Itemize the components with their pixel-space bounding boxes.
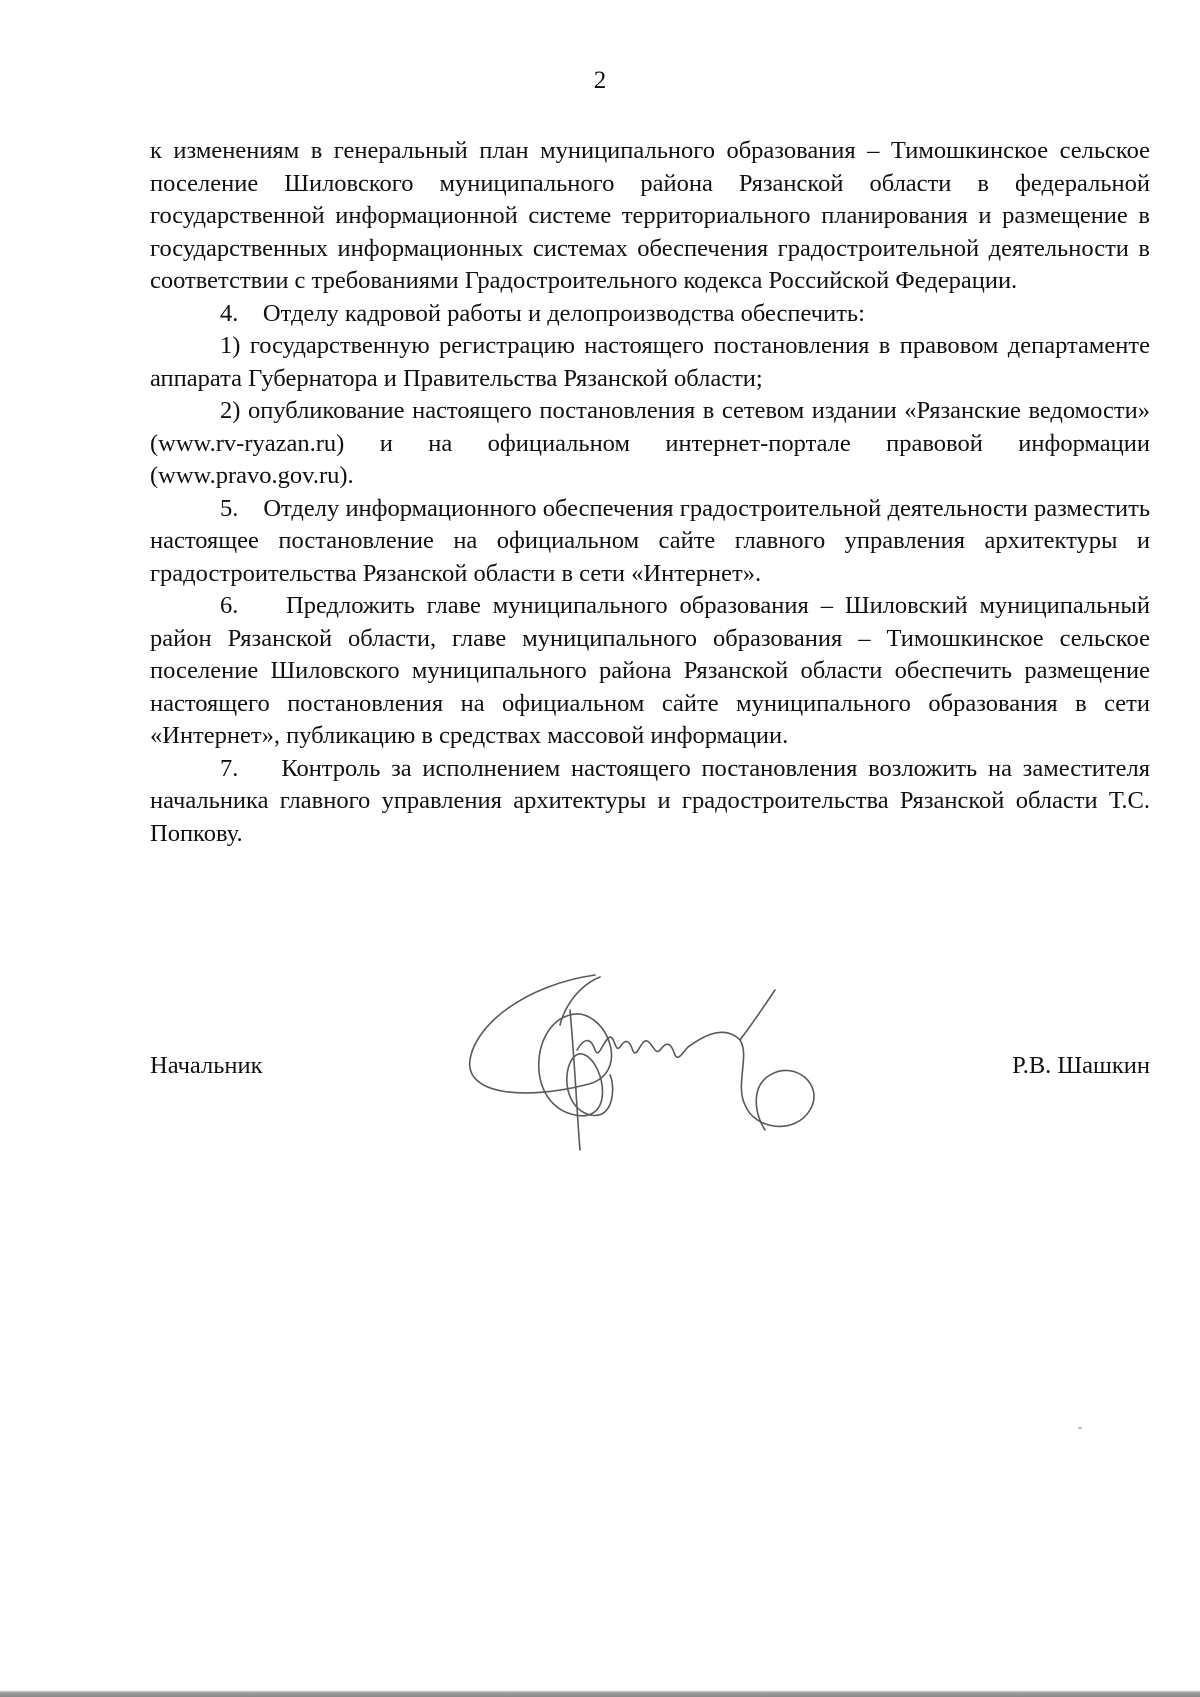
scan-speck	[1078, 1427, 1082, 1429]
paragraph-subitem-4-2: 2) опубликование настоящего постановления в сетевом издании «Рязанские ведомости» (www.rv-ryazan.ru) и на официальном интернет-портале правовой информации (www.pravo.gov.ru).	[150, 397, 1150, 489]
paragraph-item-6: 6. Предложить главе муниципального образования – Шиловский муниципальный район Рязанской области, главе муниципального образования – Тимошкинское сельское поселение Шиловского муниципального района Рязанской области обеспечить размещение настоящего постановления на официальном сайте муниципального образования в сети «Интернет», публикацию в средствах массовой информации.	[150, 592, 1150, 749]
signature-block	[150, 1050, 1150, 1090]
page-number: 2	[593, 67, 607, 94]
signer-position: Начальник	[150, 1052, 263, 1079]
paragraph-item-5: 5. Отделу информационного обеспечения градостроительной деятельности разместить настоящее постановление на официальном сайте главного управления архитектуры и градостроительства Рязанской области в сети «Интернет».	[150, 494, 1150, 587]
document-body	[150, 135, 1150, 850]
paragraph-continuation: к изменениям в генеральный план муниципального образования – Тимошкинское сельское поселение Шиловского муниципального района Рязанской области в федеральной государственной информационной системе территориального планирования и размещение в государственных информационных системах обеспечения градостроительной деятельности в соответствии с требованиями Градостроительного кодекса Российской Федерации.	[150, 137, 1150, 294]
signer-name: Р.В. Шашкин	[1012, 1052, 1150, 1079]
scan-bottom-edge	[0, 1690, 1200, 1697]
paragraph-item-4: 4. Отделу кадровой работы и делопроизводства обеспечить:	[220, 299, 865, 327]
paragraph-item-7: 7. Контроль за исполнением настоящего постановления возложить на заместителя начальника главного управления архитектуры и градостроительства Рязанской области Т.С. Попкову.	[150, 754, 1150, 847]
paragraph-subitem-4-1: 1) государственную регистрацию настоящего постановления в правовом департаменте аппарата Губернатора и Правительства Рязанской области;	[150, 332, 1150, 392]
